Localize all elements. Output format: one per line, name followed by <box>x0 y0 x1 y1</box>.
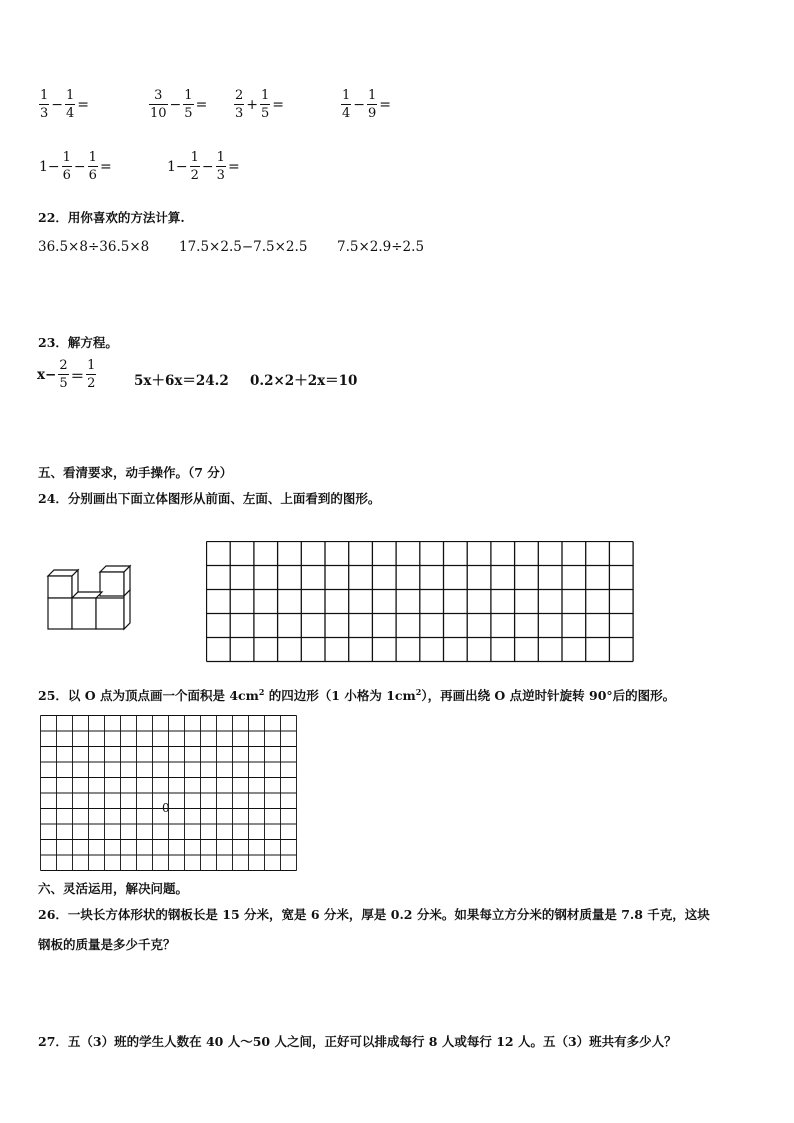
fraction-expr-6: 1− $\frac{1}{2}$ − $\frac{1}{3}$ = <box>167 150 240 183</box>
cube-figure <box>44 562 134 634</box>
fraction-expr-1: $\frac{1}{3}$ − $\frac{1}{4}$ = <box>40 88 90 121</box>
q26-line-2: 钢板的质量是多少千克？ <box>38 937 176 952</box>
q23-eq-1: x− $\frac{2}{5}$ ＝ $\frac{1}{2}$ <box>37 358 96 391</box>
q25-text-post: ），再画出绕 O 点逆时针旋转 90°后的图形。 <box>421 688 676 703</box>
q26-line-1: 26．一块长方体形状的钢板长是 15 分米，宽是 6 分米，厚是 0.2 分米。如果每立方分米的钢材质量是 7.8 千克，这块 <box>38 907 710 922</box>
q22-expr-2: 17.5×2.5−7.5×2.5 <box>179 239 308 255</box>
q22-expr-3: 7.5×2.9÷2.5 <box>337 239 425 255</box>
q25-text-pre: 25．以 O 点为顶点画一个面积是 4cm <box>38 688 259 703</box>
fraction-expr-5: 1− $\frac{1}{6}$ − $\frac{1}{6}$ = <box>39 150 112 183</box>
q22-expr-1: 36.5×8÷36.5×8 <box>38 239 150 255</box>
q27-text: 27．五（3）班的学生人数在 40 人～50 人之间，正好可以排成每行 8 人或每行 12 人。五（3）班共有多少人？ <box>38 1034 677 1049</box>
fraction-expr-4: $\frac{1}{4}$ − $\frac{1}{9}$ = <box>342 88 392 121</box>
q23-eq-2: 5x＋6x＝24.2 <box>134 373 229 389</box>
q25-sup-1: 2 <box>258 686 265 697</box>
q23-title: 23．解方程。 <box>38 335 118 350</box>
q23-eq-3: 0.2×2＋2x＝10 <box>250 373 358 389</box>
q22-title: 22．用你喜欢的方法计算. <box>38 210 185 225</box>
q25-sup-2: 2 <box>415 686 422 697</box>
drawing-grid-24[interactable] <box>206 541 634 663</box>
section-6-title: 六、灵活运用，解决问题。 <box>38 881 189 896</box>
section-5-title: 五、看清要求，动手操作。（7 分） <box>38 465 233 480</box>
drawing-grid-25[interactable] <box>40 715 299 871</box>
fraction-expr-2: $\frac{3}{10}$ − $\frac{1}{5}$ = <box>150 88 208 121</box>
q25-text <box>38 686 675 704</box>
fraction-expr-3: $\frac{2}{3}$ + $\frac{1}{5}$ = <box>235 88 285 121</box>
q25-text-mid: 的四边形（1 小格为 1cm <box>264 688 416 703</box>
point-o-label: 0 <box>162 801 170 815</box>
q24-text: 24．分别画出下面立体图形从前面、左面、上面看到的图形。 <box>38 491 381 506</box>
